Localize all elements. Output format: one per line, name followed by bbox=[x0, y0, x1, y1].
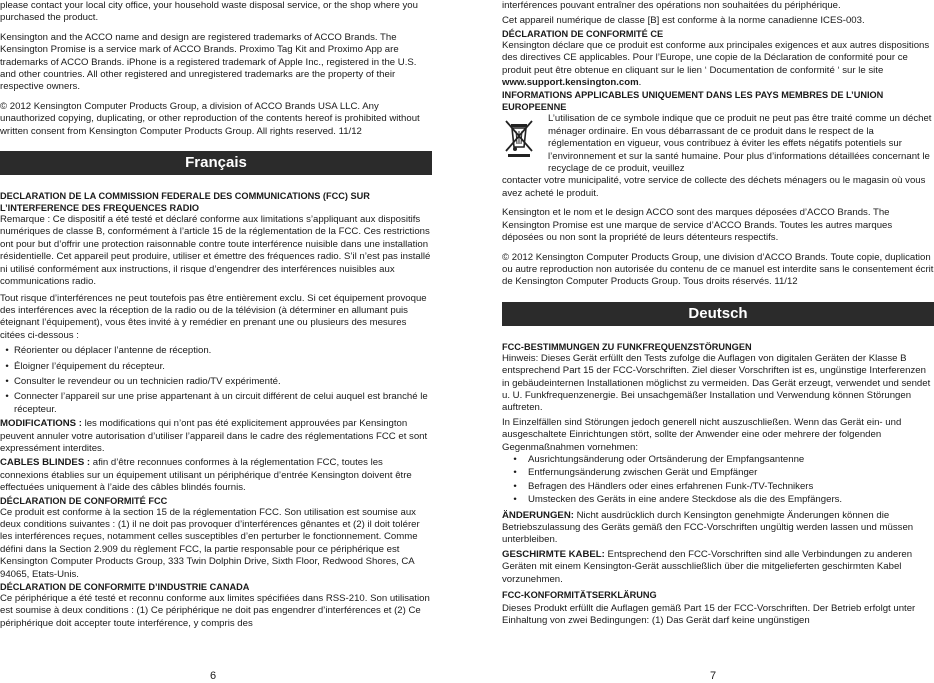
language-banner-german: Deutsch bbox=[502, 302, 934, 326]
list-item: • Entfernungsänderung zwischen Gerät und Empfänger bbox=[513, 467, 758, 479]
modifications-paragraph: MODIFICATIONS : les modifications qui n’ont pas été explicitement approuvées par Kensington peuvent annuler votre autorisation d’utiliser l’appareil dans le cadre des réglementations FCC et sont expressément interdites. bbox=[0, 418, 428, 454]
copyright-paragraph: © 2012 Kensington Computer Products Group, a division of ACCO Brands USA LLC. Any unauthorized copying, duplicating, or other reproduction of the contents hereof is prohibited without written consent from Kensington Computer Products Group. All rights reserved. 11/12 bbox=[0, 100, 420, 137]
cables-paragraph: CABLES BLINDES : afin d’être reconnues conformes à la réglementation FCC, toutes les connexions établies sur un équipement utilisant un périphérique d’entrée Kensington doivent être effectuées uniquement à l’aide des câbles blindés fournis. bbox=[0, 457, 412, 494]
language-banner-french: Français bbox=[0, 151, 432, 175]
copyright-paragraph: © 2012 Kensington Computer Products Group, une division d’ACCO Brands. Toute copie, duplication ou autre reproduction non autorisée du contenu de ce manuel est interdite sans le consentement écrit de Kensington Computer Products Group. Tous droits réservés. 11/12 bbox=[502, 251, 934, 288]
fcc-paragraph: Tout risque d’interférences ne peut toutefois pas être entièrement exclu. Si cet équipement provoque des interférences avec la réception de la radio ou de la télévision (à déterminer en allumant puis éteignant l’équipement), vous êtes invité à y remédier en prenant une ou plusieurs des mesures citées ci-dessous : bbox=[0, 292, 427, 341]
fcc-heading: DECLARATION DE LA COMMISSION FEDERALE DES COMMUNICATIONS (FCC) SUR L’INTERFERENCE DES FREQUENCES RADIO bbox=[0, 191, 370, 214]
weee-paragraph: L’utilisation de ce symbole indique que ce produit ne peut pas être traité comme un déchet ménager ordinaire. En vous débarrassant de ce produit dans le respect de la réglementation en vigueur, vous contribuez à éviter les effets négatifs potentiels sur l’environnement et sur la santé humaine. Pour plus d’informations détaillées concernant le recyclage de ce produit, veuillez bbox=[548, 113, 932, 175]
page-right bbox=[502, 0, 934, 628]
list-item: • Umstecken des Geräts in eine andere Steckdose als die des Empfängers. bbox=[513, 494, 843, 506]
fcc-conformity-heading: DÉCLARATION DE CONFORMITÉ FCC bbox=[0, 495, 168, 506]
list-item: • Ausrichtungsänderung oder Ortsänderung der Empfangsantenne bbox=[513, 453, 805, 465]
list-item: • Réorienter ou déplacer l’antenne de réception. bbox=[5, 345, 212, 357]
modifications-paragraph: ÄNDERUNGEN: Nicht ausdrücklich durch Kensington genehmigte Änderungen können die Betriebszulassung des Geräts gemäß den FCC-Vorschriften ungültig werden lassen und müssen unterbleiben. bbox=[502, 509, 914, 546]
page-left bbox=[0, 0, 432, 630]
fcc-heading: FCC-BESTIMMUNGEN ZU FUNKFREQUENZSTÖRUNGEN bbox=[502, 341, 752, 352]
page-number-right: 7 bbox=[710, 670, 717, 682]
ices-paragraph: Cet appareil numérique de classe [B] est conforme à la norme canadienne ICES-003. bbox=[502, 15, 865, 27]
fcc-paragraph: In Einzelfällen sind Störungen jedoch generell nicht auszuschließen. Wenn das Gerät ein- und ausgeschaltete Einrichtungen stört, sollte der Anwender eine oder mehrere der folgenden Gegenmaßnahmen vornehmen: bbox=[502, 416, 902, 453]
crossed-out-wheelie-bin-icon bbox=[502, 113, 548, 175]
eu-heading: INFORMATIONS APPLICABLES UNIQUEMENT DANS LES PAYS MEMBRES DE L’UNION EUROPEENNE bbox=[502, 90, 884, 113]
list-item: • Befragen des Händlers oder eines erfahrenen Funk-/TV-Technikers bbox=[513, 480, 814, 492]
ce-heading: DÉCLARATION DE CONFORMITÉ CE bbox=[502, 28, 664, 39]
trademark-paragraph: Kensington and the ACCO name and design are registered trademarks of ACCO Brands. The Kensington Promise is a service mark of ACCO Brands. Proximo Tag Kit and Proximo App are trademarks of ACCO Brands. iPhone is a registered trademark of Apple Inc., registered in the U.S. and other countries. All other registered and unregistered trademarks are the property of their respective owners. bbox=[0, 31, 417, 93]
fcc-conformity-paragraph: Dieses Produkt erfüllt die Auflagen gemäß Part 15 der FCC-Vorschriften. Der Betrieb erfolgt unter Einhaltung von zwei Bedingungen: (1) Das Gerät darf keine ungünstigen bbox=[502, 603, 916, 627]
trademark-paragraph: Kensington et le nom et le design ACCO sont des marques déposées d’ACCO Brands. The Kensington Promise est une marque de service d’ACCO Brands. Toutes les autres marques déposées ou non sont la propriété de leurs détenteurs respectifs. bbox=[502, 207, 893, 244]
disposal-paragraph: please contact your local city office, your household waste disposal service, or the shop where you purchased the product. bbox=[0, 0, 418, 24]
weee-paragraph-continued: contacter votre municipalité, votre service de collecte des déchets ménagers ou le magasin où vous avez acheté le produit. bbox=[502, 175, 926, 199]
cables-paragraph: GESCHIRMTE KABEL: Entsprechend den FCC-Vorschriften sind alle Verbindungen zu anderen Geräten mit einem Kensington-Gerät ausschließlich über die mitgelieferten geschirmten Kabel vorzunehmen. bbox=[502, 548, 913, 585]
measures-list bbox=[502, 454, 934, 507]
industry-canada-paragraph: Ce périphérique a été testé et reconnu conforme aux limites spécifiées dans RSS-210. Son utilisation est soumise à deux conditions : (1) Ce périphérique ne doit pas engendrer d’interférences et (2) Ce périphérique doit accepter toute interférence, y compris des bbox=[0, 593, 430, 629]
page-number-left: 6 bbox=[210, 670, 217, 682]
list-item: • Consulter le revendeur ou un technicien radio/TV expérimenté. bbox=[5, 375, 281, 387]
list-item: • Éloigner l’équipement du récepteur. bbox=[5, 360, 165, 372]
fcc-paragraph: Remarque : Ce dispositif a été testé et déclaré conforme aux limitations s’appliquant aux dispositifs numériques de classe B, conformément à l’article 15 de la réglementation de la FCC. Ces restrictions ont pour but d’offrir une protection raisonnable contre toute interférence nuisible dans une installation résidentielle. Cet appareil peut produire, utiliser et émettre des fréquences radio. S’il n’est pas installé ni utilisé conformément aux instructions, il risque d’engendrer des interférences nuisibles aux communications radio. bbox=[0, 214, 431, 288]
continued-paragraph: interférences pouvant entraîner des opérations non souhaitées du périphérique. bbox=[502, 0, 841, 11]
industry-canada-heading: DÉCLARATION DE CONFORMITE D’INDUSTRIE CANADA bbox=[0, 582, 250, 593]
list-item: • Connecter l’appareil sur une prise appartenant à un circuit différent de celui auquel est branché le récepteur. bbox=[5, 391, 428, 415]
fcc-conformity-paragraph: Ce produit est conforme à la section 15 de la réglementation FCC. Son utilisation est soumise aux deux conditions suivantes : (1) il ne doit pas provoquer d’interférences gênantes et (2) il doit tolérer les interférences reçues, notamment celles susceptibles d’en perturber le fonctionnement. Comme défini dans la Section 2.909 du règlement FCC, la partie responsable pour ce périphérique est Kensington Computer Products Group, 333 Twin Dolphin Drive, Sixth Floor, Redwood Shores, CA 94065, Etats-Unis. bbox=[0, 506, 420, 580]
ce-paragraph: Kensington déclare que ce produit est conforme aux principales exigences et aux autres dispositions des directives CE applicables. Pour l’Europe, une copie de la Déclaration de conformité pour ce produit peut être obtenue en cliquant sur le lien ‘ Documentation de conformité ‘ sur le site www.support.kensington.com. bbox=[502, 39, 930, 89]
support-url-link[interactable]: www.support.kensington.com bbox=[502, 77, 639, 89]
measures-list bbox=[0, 345, 432, 416]
fcc-paragraph: Hinweis: Dieses Gerät erfüllt den Tests zufolge die Auflagen von digitalen Geräten der Klasse B entsprechend Part 15 der FCC-Vorschriften. Ziel dieser Vorschriften ist es, ungünstige Interferenzen in gebäudeinternen Installationen möglichst zu vermeiden. Das Gerät erzeugt, verwendet und sendet u. U. Funkfrequenzenergie. Bei unsachgemäßer Installation und Verwendung können Störungen auftreten. bbox=[502, 352, 931, 414]
fcc-conformity-heading: FCC-KONFORMITÄTSERKLÄRUNG bbox=[502, 590, 657, 601]
weee-block bbox=[502, 113, 934, 175]
